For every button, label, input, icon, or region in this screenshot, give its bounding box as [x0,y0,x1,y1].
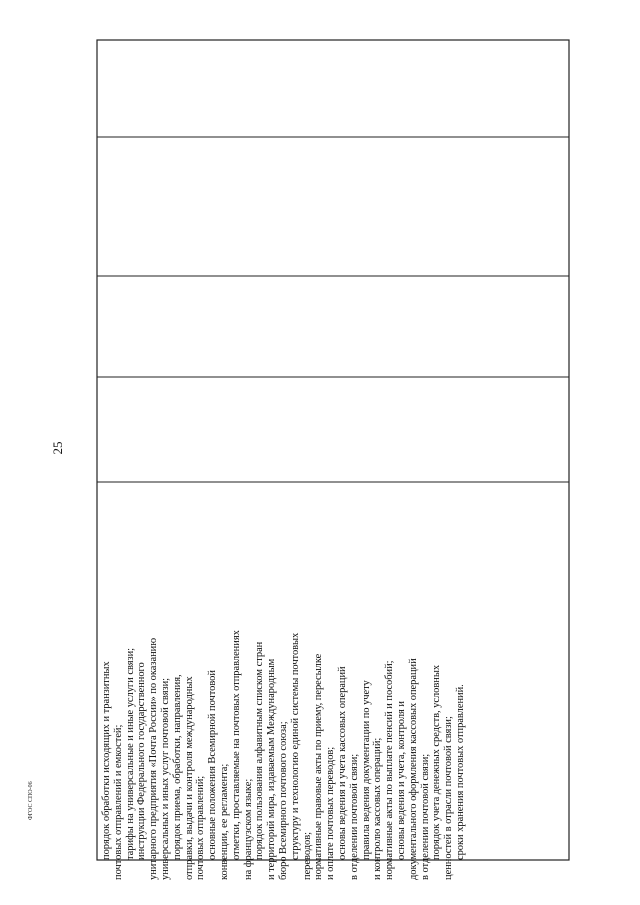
text-line: и территорий мира, издаваемым Международным [266,658,278,880]
text-line: бюро Всемирного почтового союза; [277,721,289,880]
text-line: документального оформления кассовых операций [407,658,419,880]
text-line: порядок учета денежных средств, условных [431,664,443,860]
text-line: и оплате почтовых переводов; [325,746,337,880]
text-line: в отделении почтовой связи; [348,753,360,880]
text-line: унитарного предприятия «Почта России» по оказанию [148,637,160,880]
text-line: почтовых отправлений; [195,775,207,880]
text-line: отправки, выдачи и контроля международных [183,676,195,880]
text-line: правила ведения документации по учету [360,680,372,860]
page-number: 25 [50,441,65,455]
text-line: почтовых отправлений и емкостей; [112,724,124,880]
text-line: конвенции, ее регламента; [218,763,230,880]
document-code: ФГОС СПО-06 [28,781,34,820]
text-line: основы ведения и учета, контроля и [395,701,407,860]
text-line: порядок приема, обработки, направления, [171,674,183,860]
text-line: тарифы на универсальные и иные услуги связи; [124,647,136,860]
text-line: сроки хранения почтовых отправлений. [454,684,466,860]
text-line: основные положения Всемирной почтовой [207,670,219,860]
text-line: порядок обработки исходящих и транзитных [101,661,112,860]
text-line: переводов; [301,832,313,880]
text-line: отметки, проставляемые на почтовых отправлениях [230,630,242,860]
text-line: основы ведения и учета кассовых операций [336,666,348,860]
text-line: на французском языке; [242,778,254,880]
text-line: нормативные правовые акты по приему, пересылке [313,653,325,880]
text-line: ценностей в отрасли почтовой связи; [443,716,455,880]
text-line: нормативные акты по выплате пенсий и пособий; [384,660,396,880]
text-line: инструкции Федерального государственного [136,662,148,860]
text-line: в отделении почтовой связи; [419,753,431,880]
text-line: и контролю кассовых операций; [372,737,384,880]
table-cell-requirements [101,515,576,880]
text-line: универсальных и иных услуг почтовой связи; [159,677,171,880]
text-line: порядок пользования алфавитным списком стран [254,641,266,860]
text-line: структуру и технологию единой системы почтовых [289,632,301,860]
